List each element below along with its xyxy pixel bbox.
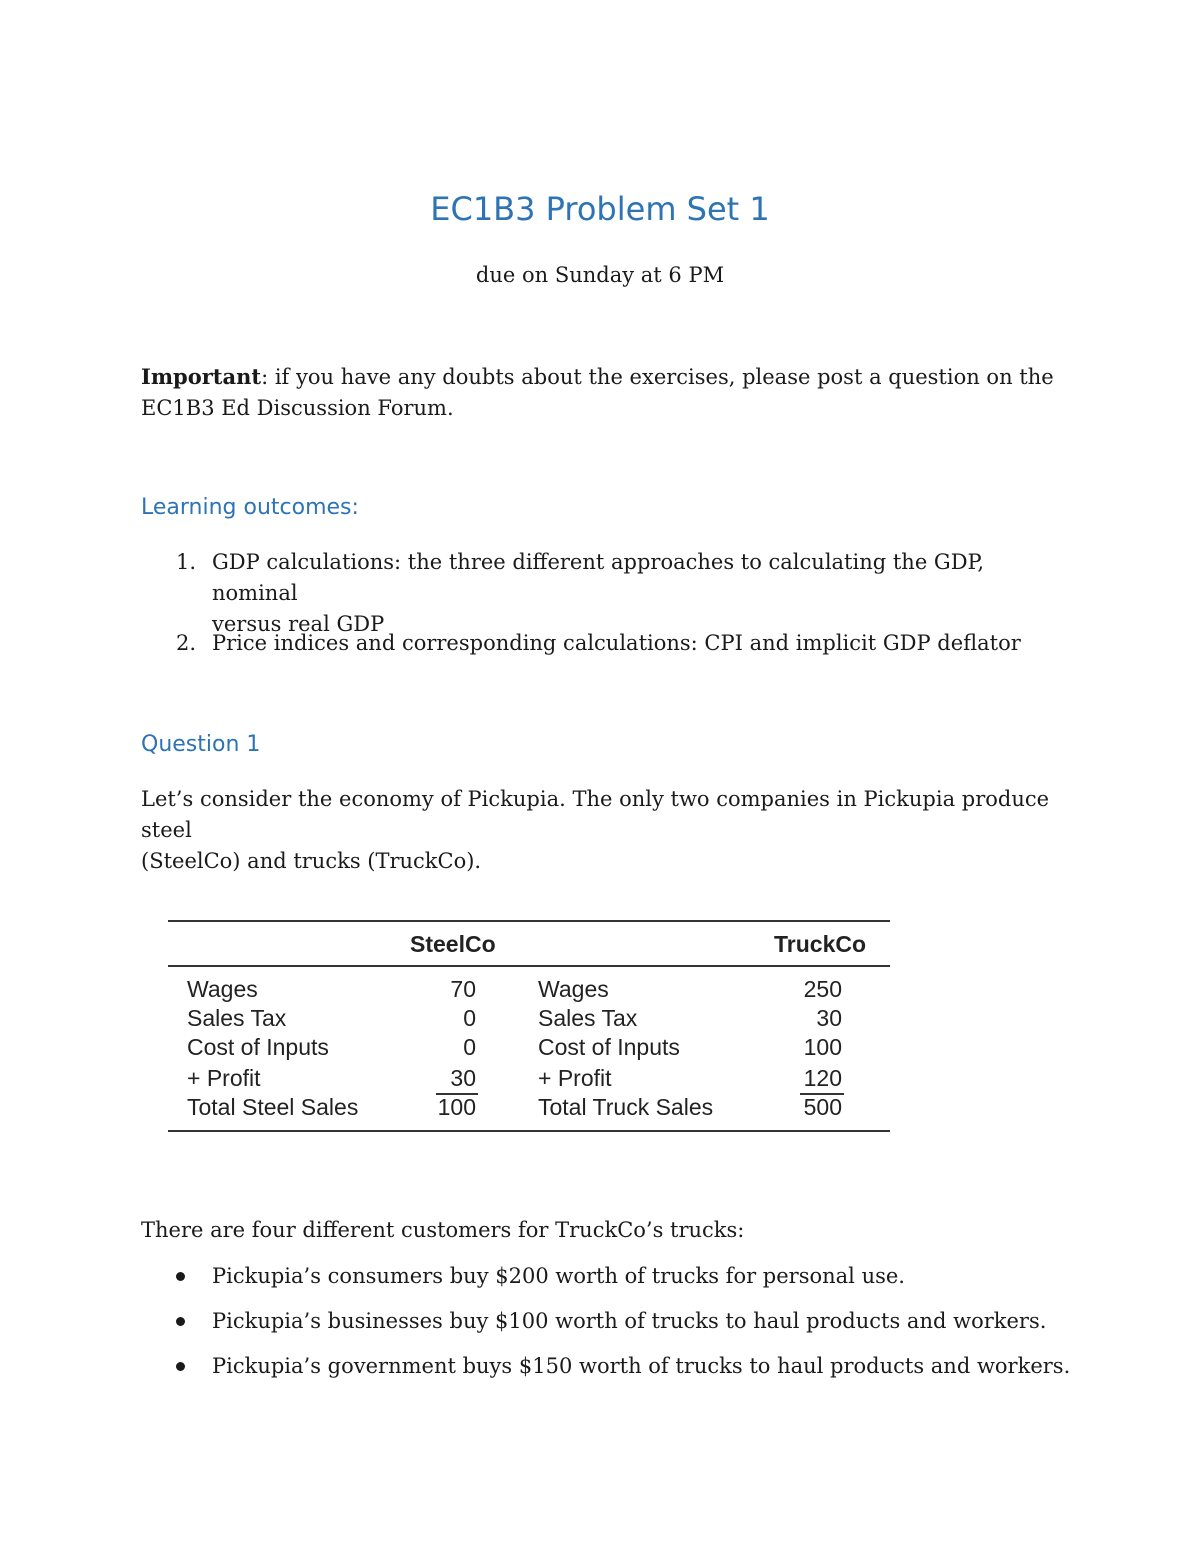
table-cell-value: 100: [437, 1094, 476, 1120]
bullet-icon: [176, 1317, 185, 1326]
list-number: 1.: [176, 550, 197, 574]
table-cell-label: Cost of Inputs: [187, 1034, 329, 1060]
table-cell-value: 500: [803, 1094, 842, 1120]
table-cell-label: Wages: [538, 976, 609, 1002]
truckco-header: TruckCo: [774, 931, 867, 957]
question-1-heading: Question 1: [141, 732, 261, 757]
list-number: 2.: [176, 631, 197, 655]
table-cell-value: 120: [803, 1065, 842, 1091]
table-cell-label: Total Steel Sales: [187, 1094, 359, 1120]
table-cell-value: 250: [803, 976, 842, 1002]
list-item: [141, 1261, 1091, 1292]
table-cell-value: 70: [450, 976, 476, 1002]
learning-item-text: Price indices and corresponding calculations: CPI and implicit GDP deflator: [212, 631, 1021, 655]
table-cell-label: Total Truck Sales: [538, 1094, 714, 1120]
table-cell-label: Sales Tax: [187, 1005, 287, 1031]
important-text-line1: : if you have any doubts about the exercises, please post a question on the: [261, 365, 1054, 389]
customers-intro: There are four different customers for TruckCo’s trucks:: [141, 1218, 745, 1242]
table-cell-value: 30: [816, 1005, 842, 1031]
table-cell-label: Cost of Inputs: [538, 1034, 680, 1060]
learning-item-text: GDP calculations: the three different approaches to calculating the GDP, nominal: [212, 550, 985, 605]
list-item: [141, 1351, 1091, 1382]
due-date: due on Sunday at 6 PM: [475, 263, 725, 287]
income-table: [168, 920, 890, 1134]
table-top-rule: [168, 920, 890, 922]
bullet-icon: [176, 1272, 185, 1281]
question-1-text: [141, 784, 1091, 877]
bullet-text: Pickupia’s consumers buy $200 worth of trucks for personal use.: [212, 1264, 905, 1288]
table-cell-label: + Profit: [187, 1065, 261, 1091]
table-cell-value: 0: [463, 1005, 476, 1031]
learning-item-text: versus real GDP: [212, 612, 385, 636]
table-bottom-rule: [168, 1130, 890, 1132]
document-title: EC1B3 Problem Set 1: [430, 190, 770, 228]
steelco-header: SteelCo: [410, 931, 496, 957]
important-label: Important: [141, 364, 262, 389]
table-cell-value: 100: [803, 1034, 842, 1060]
bullet-icon: [176, 1362, 185, 1371]
table-cell-label: + Profit: [538, 1065, 612, 1091]
list-item: [141, 1306, 1091, 1337]
table-cell-label: Wages: [187, 976, 258, 1002]
bullet-text: Pickupia’s government buys $150 worth of trucks to haul products and workers.: [212, 1354, 1071, 1378]
important-note: [141, 361, 1091, 424]
table-cell-value: 0: [463, 1034, 476, 1060]
question-1-line1: Let’s consider the economy of Pickupia. The only two companies in Pickupia produce steel: [141, 787, 1050, 842]
bullet-text: Pickupia’s businesses buy $100 worth of trucks to haul products and workers.: [212, 1309, 1047, 1333]
important-text-line2: EC1B3 Ed Discussion Forum.: [141, 396, 454, 420]
table-cell-label: Sales Tax: [538, 1005, 638, 1031]
table-header-rule: [168, 965, 890, 967]
table-cell-value: 30: [450, 1065, 476, 1091]
learning-outcomes-heading: Learning outcomes:: [141, 495, 359, 520]
question-1-line2: (SteelCo) and trucks (TruckCo).: [141, 849, 482, 873]
